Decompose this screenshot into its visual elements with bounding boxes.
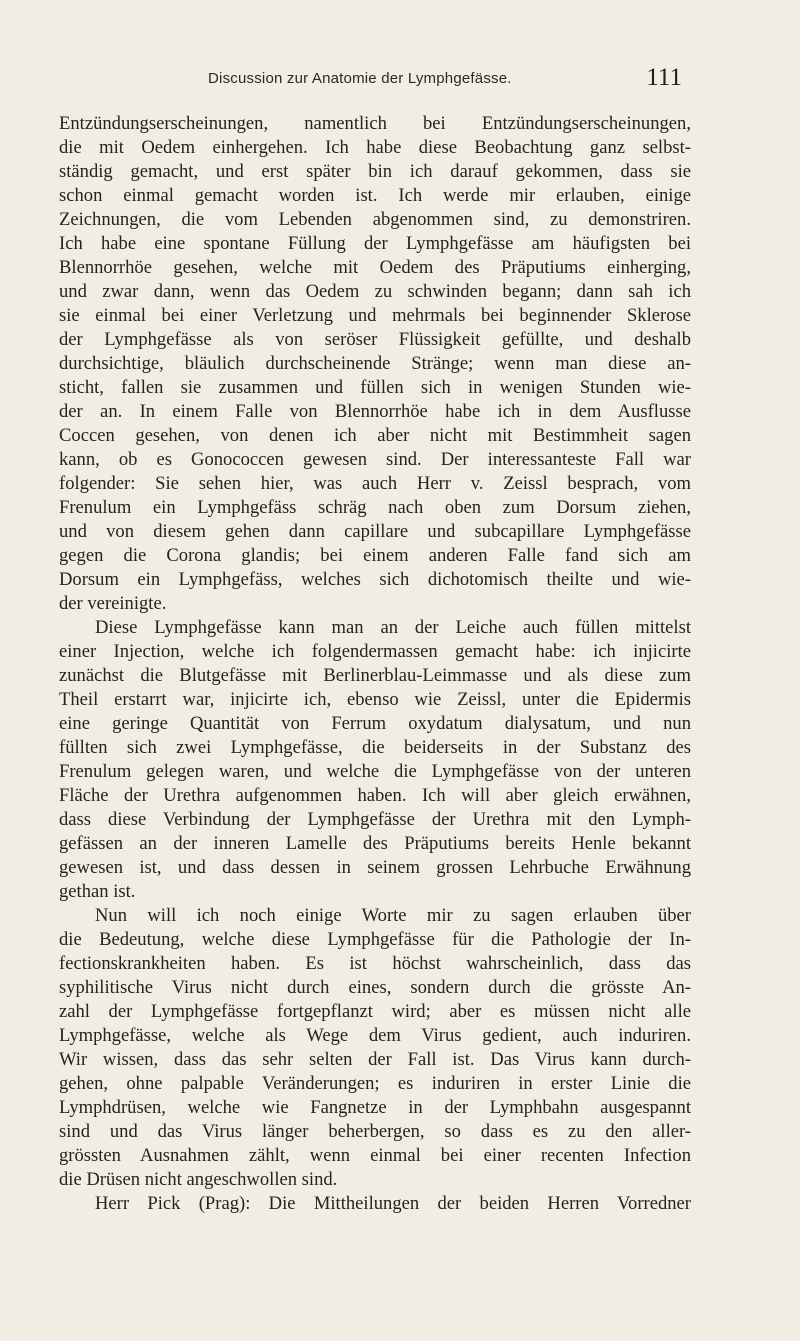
running-header [100,64,682,100]
text-line: ständig gemacht, und erst später bin ich darauf gekommen, dass sie [59,161,691,182]
text-line: Frenulum gelegen waren, und welche die Lymphgefässe von der unteren [59,761,691,782]
text-line: syphilitische Virus nicht durch eines, sondern durch die grösste An- [59,977,691,998]
text-line: durchsichtige, bläulich durchscheinende Stränge; wenn man diese an- [59,353,691,374]
running-title: Discussion zur Anatomie der Lymphgefässe. [208,70,512,87]
text-line: die Bedeutung, welche diese Lymphgefässe für die Pathologie der In- [59,929,691,950]
text-line: sind und das Virus länger beherbergen, so dass es zu den aller- [59,1121,691,1142]
text-line: Diese Lymphgefässe kann man an der Leiche auch füllen mittelst [95,617,691,638]
text-line: und von diesem gehen dann capillare und subcapillare Lymphgefässe [59,521,691,542]
text-line: gehen, ohne palpable Veränderungen; es induriren in erster Linie die [59,1073,691,1094]
text-line: dass diese Verbindung der Lymphgefässe der Urethra mit den Lymph- [59,809,691,830]
text-line: Dorsum ein Lymphgefäss, welches sich dichotomisch theilte und wie- [59,569,691,590]
text-line: grössten Ausnahmen zählt, wenn einmal bei einer recenten Infection [59,1145,691,1166]
text-line: der vereinigte. [59,593,167,614]
text-line: gegen die Corona glandis; bei einem anderen Falle fand sich am [59,545,691,566]
text-line: Blennorrhöe gesehen, welche mit Oedem des Präputiums einherging, [59,257,691,278]
text-line: gefässen an der inneren Lamelle des Präputiums bereits Henle bekannt [59,833,691,854]
paragraph-2 [59,616,691,904]
paragraph-4 [59,1192,691,1216]
body-text [59,112,691,1216]
text-line: Entzündungserscheinungen, namentlich bei Entzündungserscheinungen, [59,113,691,134]
paragraph-1 [59,112,691,616]
text-line: der an. In einem Falle von Blennorrhöe habe ich in dem Ausflusse [59,401,691,422]
text-line: Lymphgefässe, welche als Wege dem Virus gedient, auch induriren. [59,1025,691,1046]
text-line: einer Injection, welche ich folgendermassen gemacht habe: ich injicirte [59,641,691,662]
text-line: und zwar dann, wenn das Oedem zu schwinden begann; dann sah ich [59,281,691,302]
text-line: zunächst die Blutgefässe mit Berlinerblau-Leimmasse und als diese zum [59,665,691,686]
text-line: Fläche der Urethra aufgenommen haben. Ich will aber gleich erwähnen, [59,785,691,806]
text-line: Theil erstarrt war, injicirte ich, ebenso wie Zeissl, unter die Epidermis [59,689,691,710]
paragraph-3 [59,904,691,1192]
text-line: kann, ob es Gonococcen gewesen sind. Der interessanteste Fall war [59,449,691,470]
text-line: Frenulum ein Lymphgefäss schräg nach oben zum Dorsum ziehen, [59,497,691,518]
text-line: füllten sich zwei Lymphgefässe, die beiderseits in der Substanz des [59,737,691,758]
text-line: folgender: Sie sehen hier, was auch Herr v. Zeissl besprach, vom [59,473,691,494]
text-line: Zeichnungen, die vom Lebenden abgenommen sind, zu demonstriren. [59,209,691,230]
text-line: zahl der Lymphgefässe fortgepflanzt wird; aber es müssen nicht alle [59,1001,691,1022]
text-line: fectionskrankheiten haben. Es ist höchst wahrscheinlich, dass das [59,953,691,974]
text-line: Ich habe eine spontane Füllung der Lymphgefässe am häufigsten bei [59,233,691,254]
text-line: Herr Pick (Prag): Die Mittheilungen der beiden Herren Vorredner [95,1193,691,1214]
text-line: Coccen gesehen, von denen ich aber nicht mit Bestimmheit sagen [59,425,691,446]
text-line: Lymphdrüsen, welche wie Fangnetze in der Lymphbahn ausgespannt [59,1097,691,1118]
text-line: eine geringe Quantität von Ferrum oxydatum dialysatum, und nun [59,713,691,734]
text-line: Wir wissen, dass das sehr selten der Fall ist. Das Virus kann durch- [59,1049,691,1070]
text-line: gethan ist. [59,881,136,902]
text-line: der Lymphgefässe als von seröser Flüssigkeit gefüllte, und deshalb [59,329,691,350]
text-line: gewesen ist, und dass dessen in seinem grossen Lehrbuche Erwähnung [59,857,691,878]
page-number: 111 [646,64,682,91]
text-line: sie einmal bei einer Verletzung und mehrmals bei beginnender Sklerose [59,305,691,326]
text-line: schon einmal gemacht worden ist. Ich werde mir erlauben, einige [59,185,691,206]
text-line: die mit Oedem einhergehen. Ich habe diese Beobachtung ganz selbst- [59,137,691,158]
text-line: Nun will ich noch einige Worte mir zu sagen erlauben über [95,905,691,926]
text-line: die Drüsen nicht angeschwollen sind. [59,1169,338,1190]
text-line: sticht, fallen sie zusammen und füllen sich in wenigen Stunden wie- [59,377,691,398]
